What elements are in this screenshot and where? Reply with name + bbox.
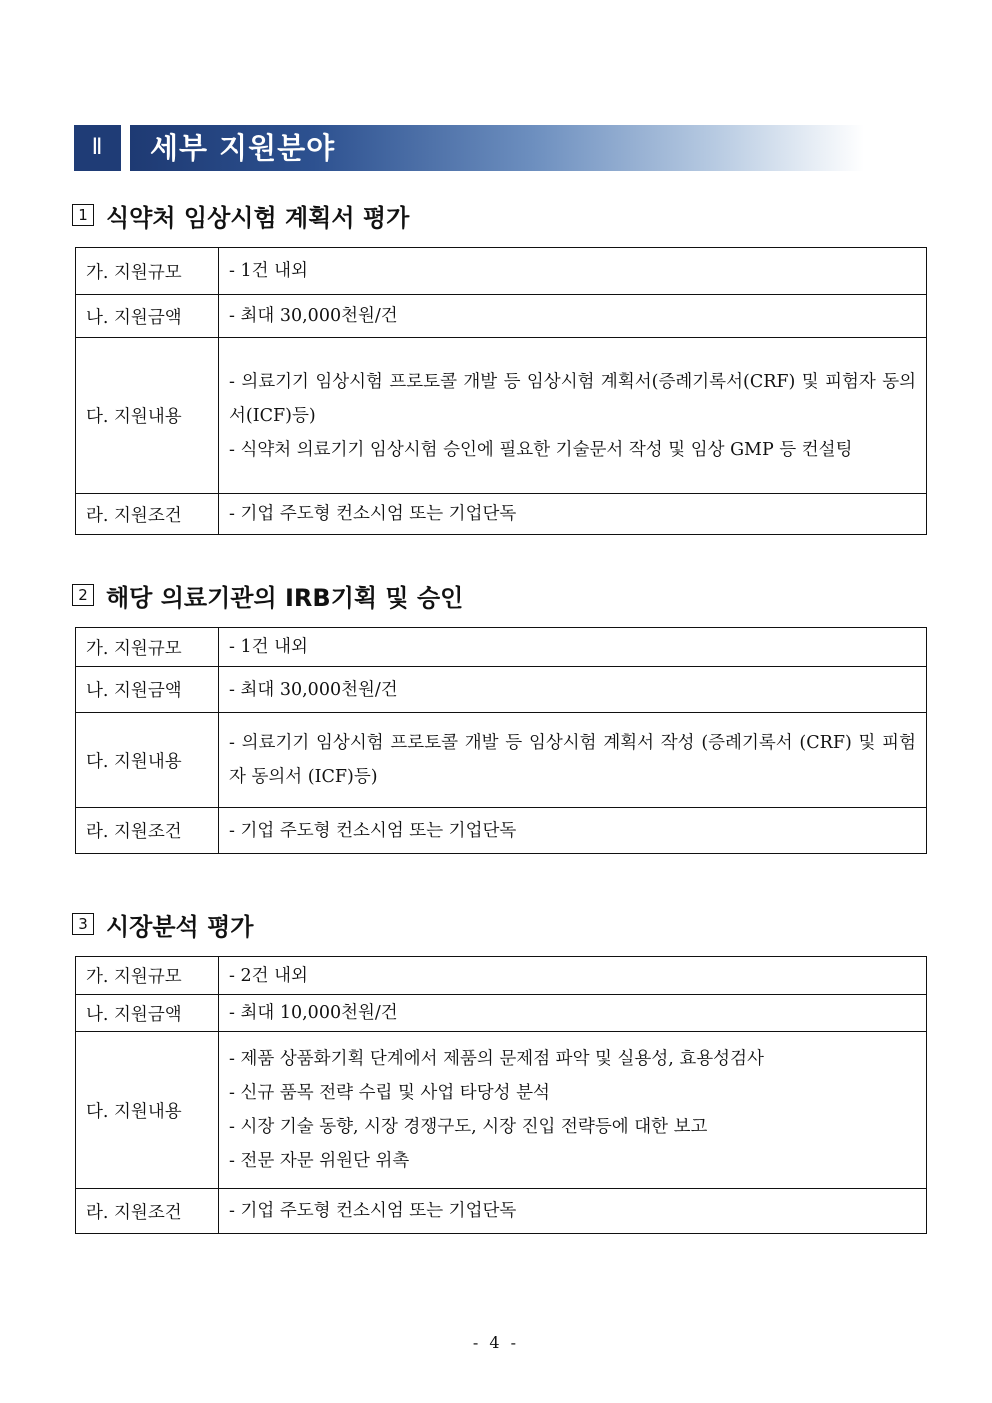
table-row [76,295,927,338]
table-row [76,808,927,854]
section-number-box: 1 [72,204,94,226]
content-line: - 최대 30,000천원/건 [229,679,398,700]
content-line: - 신규 품목 전략 수립 및 사업 타당성 분석 [229,1083,550,1103]
row-content [219,995,927,1032]
content-line: - 1건 내외 [229,637,308,657]
row-label: 다. 지원내용 [76,713,219,808]
row-content [219,628,927,667]
section-2-table [75,627,927,854]
content-line: - 의료기기 임상시험 프로토콜 개발 등 임상시험 계획서 작성 (증례기록서 (CRF) 및 피험자 동의서 (ICF)등) [229,733,916,787]
content-line: - 최대 30,000천원/건 [229,306,398,326]
section-2-title [72,578,463,612]
row-content [219,1189,927,1234]
row-content [219,713,927,808]
table-row [76,1032,927,1189]
content-line: - 제품 상품화기획 단계에서 제품의 문제점 파악 및 실용성, 효용성검사 [229,1049,764,1069]
content-line: - 기업 주도형 컨소시엄 또는 기업단독 [229,820,517,841]
row-content [219,295,927,338]
row-label: 가. 지원규모 [76,628,219,667]
section-3-title [72,907,253,941]
row-content [219,494,927,535]
table-row [76,494,927,535]
content-line: - 기업 주도형 컨소시엄 또는 기업단독 [229,504,517,524]
chapter-title-bar [130,125,864,171]
row-label: 나. 지원금액 [76,995,219,1032]
section-number-box: 2 [72,584,94,606]
content-line: - 의료기기 임상시험 프로토콜 개발 등 임상시험 계획서(증례기록서(CRF) 및 피험자 동의서(ICF)등) [229,371,916,426]
content-line: - 시장 기술 동향, 시장 경쟁구도, 시장 진입 전략등에 대한 보고 [229,1117,708,1137]
section-3-table [75,956,927,1234]
section-title-text: 시장분석 평가 [106,912,254,941]
table-row [76,248,927,295]
row-content [219,957,927,995]
row-label: 다. 지원내용 [76,1032,219,1189]
table-row [76,713,927,808]
row-content [219,338,927,494]
row-label: 나. 지원금액 [76,667,219,713]
content-line: - 식약처 의료기기 임상시험 승인에 필요한 기술문서 작성 및 임상 GMP 등 컨설팅 [229,439,853,460]
table-row [76,628,927,667]
row-content [219,667,927,713]
row-label: 나. 지원금액 [76,295,219,338]
chapter-header [74,125,864,171]
content-line: - 전문 자문 위원단 위촉 [229,1151,410,1171]
section-title-text: 해당 의료기관의 IRB기획 및 승인 [106,583,464,612]
row-label: 가. 지원규모 [76,957,219,995]
row-label: 다. 지원내용 [76,338,219,494]
table-row [76,667,927,713]
section-1-table [75,247,927,535]
content-line: - 1건 내외 [229,261,308,281]
table-row [76,338,927,494]
row-content [219,1032,927,1189]
section-1-title [72,198,409,232]
table-row [76,995,927,1032]
table-row [76,1189,927,1234]
chapter-number: Ⅱ [74,125,121,171]
page-number: - 4 - [472,1333,520,1352]
content-line: - 2건 내외 [229,965,308,986]
row-label: 라. 지원조건 [76,808,219,854]
row-label: 가. 지원규모 [76,248,219,295]
content-line: - 최대 10,000천원/건 [229,1003,398,1023]
row-label: 라. 지원조건 [76,494,219,535]
section-number-box: 3 [72,913,94,935]
table-row [76,957,927,995]
row-label: 라. 지원조건 [76,1189,219,1234]
chapter-title: 세부 지원분야 [150,131,336,165]
content-line: - 기업 주도형 컨소시엄 또는 기업단독 [229,1201,517,1221]
row-content [219,808,927,854]
row-content [219,248,927,295]
section-title-text: 식약처 임상시험 계획서 평가 [106,203,410,232]
